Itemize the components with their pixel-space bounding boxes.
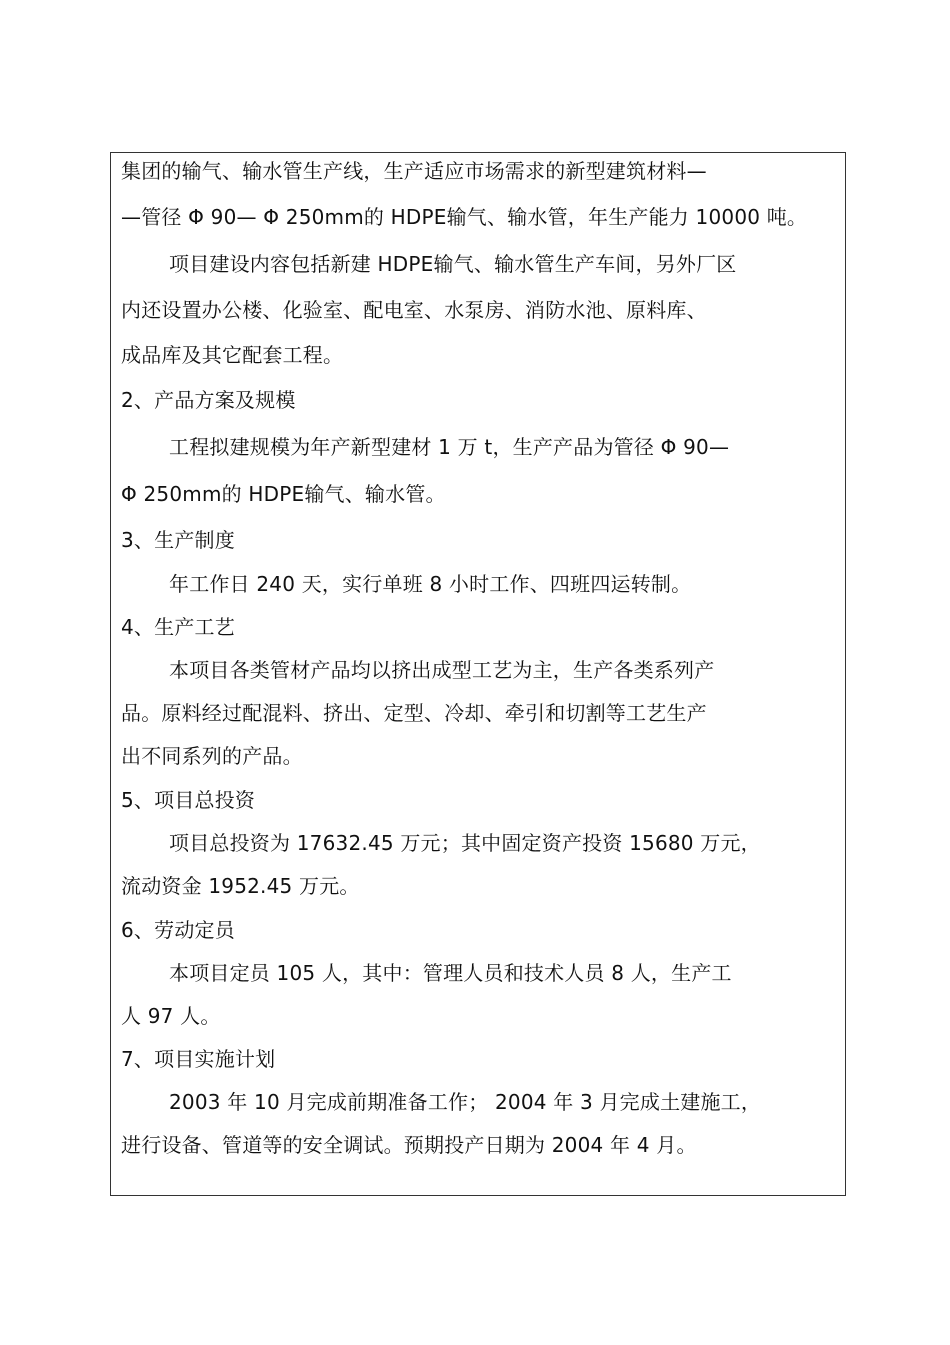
paragraph-line: 流动资金 1952.45 万元。 xyxy=(121,874,360,898)
section-heading: 4、生产工艺 xyxy=(121,615,235,639)
paragraph-line: 本项目各类管材产品均以挤出成型工艺为主，生产各类系列产 xyxy=(169,658,715,682)
section-heading: 6、劳动定员 xyxy=(121,918,235,942)
paragraph-line: 人 97 人。 xyxy=(121,1004,221,1028)
paragraph-line: 成品库及其它配套工程。 xyxy=(121,343,344,367)
paragraph-line: 集团的输气、输水管生产线，生产适应市场需求的新型建筑材料— xyxy=(121,159,707,183)
section-heading: 7、项目实施计划 xyxy=(121,1047,276,1071)
paragraph-line: 项目总投资为 17632.45 万元；其中固定资产投资 15680 万元， xyxy=(169,831,761,855)
paragraph-line: 进行设备、管道等的安全调试。预期投产日期为 2004 年 4 月。 xyxy=(121,1133,697,1157)
paragraph-line: 出不同系列的产品。 xyxy=(121,744,303,768)
paragraph-line: Φ 250mm的 HDPE输气、输水管。 xyxy=(121,482,446,506)
section-heading: 5、项目总投资 xyxy=(121,788,256,812)
section-heading: 2、产品方案及规模 xyxy=(121,388,296,412)
paragraph-line: 品。原料经过配混料、挤出、定型、冷却、牵引和切割等工艺生产 xyxy=(121,701,707,725)
paragraph-line: —管径 Φ 90— Φ 250mm的 HDPE输气、输水管，年生产能力 10000 吨。 xyxy=(121,205,808,229)
paragraph-line: 工程拟建规模为年产新型建材 1 万 t，生产产品为管径 Φ 90— xyxy=(169,435,730,459)
paragraph-line: 项目建设内容包括新建 HDPE输气、输水管生产车间，另外厂区 xyxy=(169,252,737,276)
paragraph-line: 内还设置办公楼、化验室、配电室、水泵房、消防水池、原料库、 xyxy=(121,298,707,322)
paragraph-line: 2003 年 10 月完成前期准备工作； 2004 年 3 月完成土建施工， xyxy=(169,1090,762,1114)
section-heading: 3、生产制度 xyxy=(121,528,235,552)
paragraph-line: 年工作日 240 天，实行单班 8 小时工作、四班四运转制。 xyxy=(169,572,692,596)
paragraph-line: 本项目定员 105 人，其中：管理人员和技术人员 8 人，生产工 xyxy=(169,961,732,985)
